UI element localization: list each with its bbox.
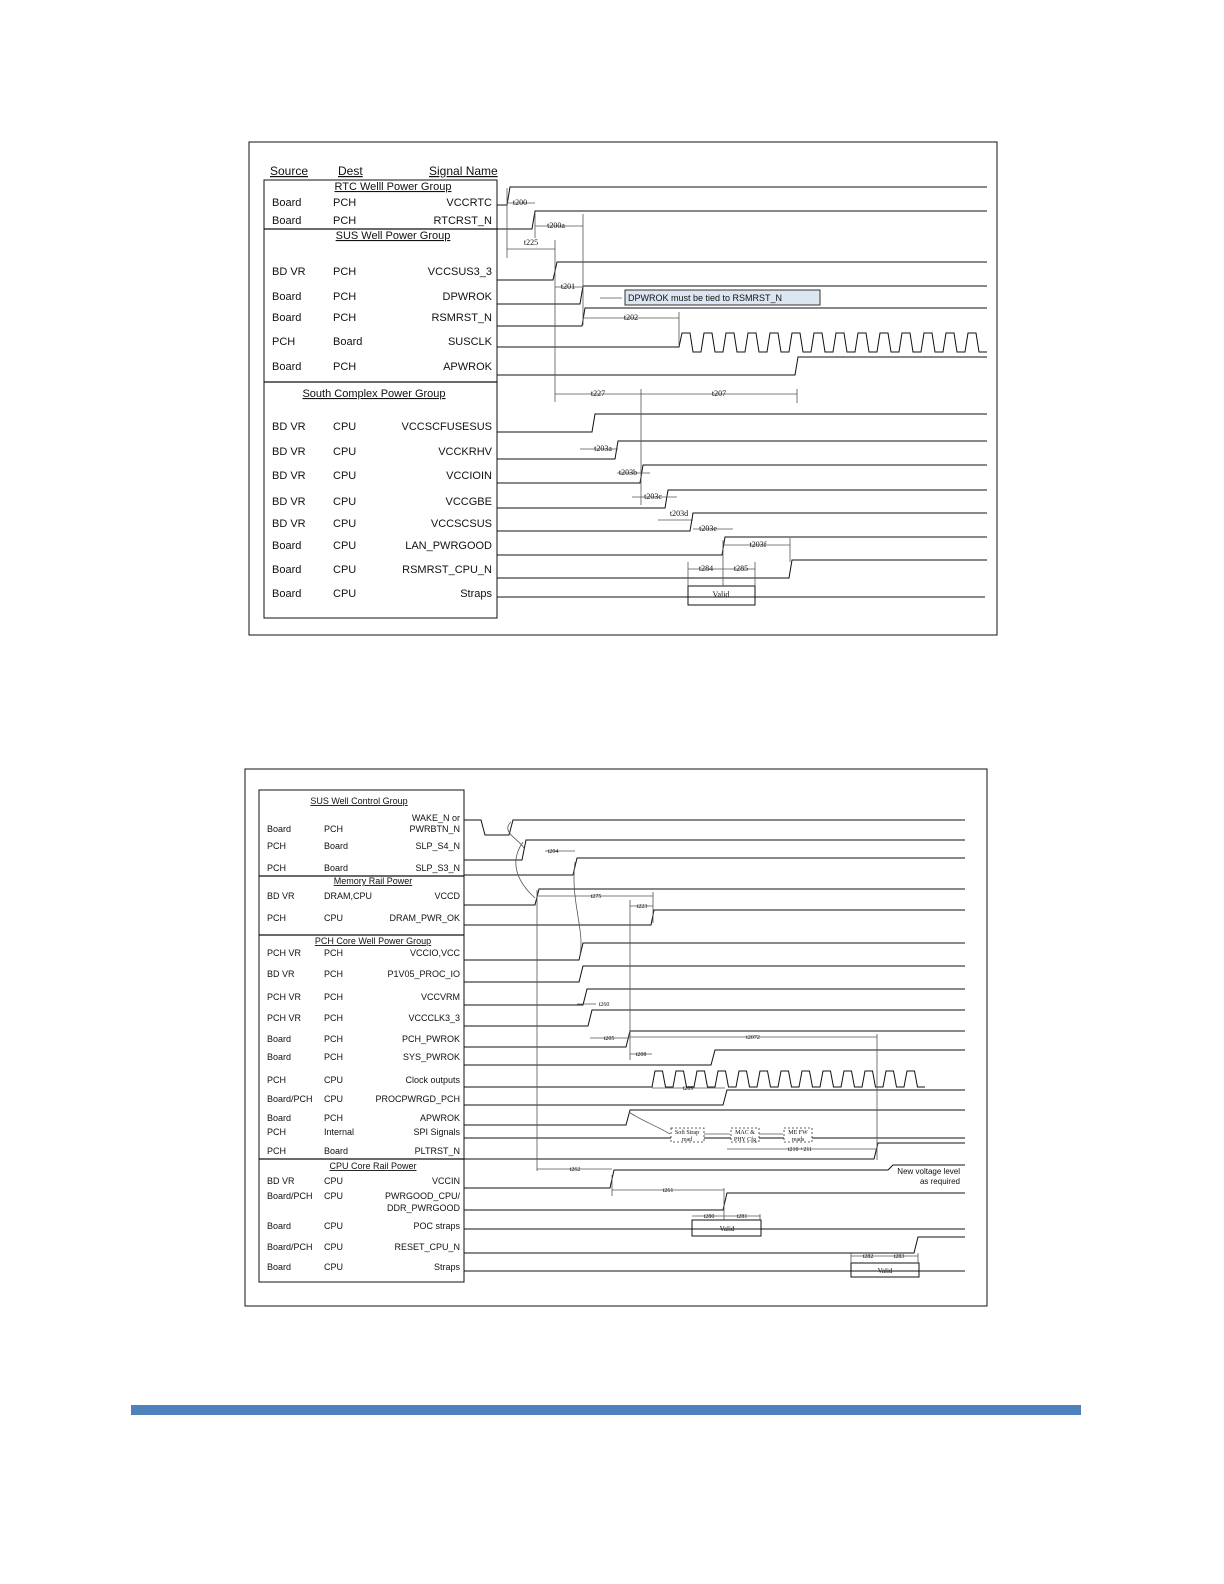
row-source: Board [267,1052,292,1062]
row-signal: PWRBTN_N [409,824,460,834]
row-signal: APWROK [419,1113,460,1123]
diagram-1-timing-markers [507,188,797,586]
annotation-voltage-line2: as required [919,1177,960,1186]
timing-t283: t283 [893,1254,905,1260]
row-dest: CPU [324,1262,344,1272]
row-signal: VCCSCFUSESUS [401,421,492,433]
wave-vccgbe [497,490,987,508]
group-pch-core-well: PCH Core Well Power Group [314,936,432,946]
row-dest: PCH [324,824,344,834]
row-signal: Straps [460,588,492,600]
row-signal: RSMRST_N [431,312,492,324]
box-reads: reads [791,1137,805,1143]
wave-pch-pwrok [464,1031,965,1047]
row-source: Board [272,291,302,303]
row-dest: CPU [333,588,357,600]
wave-vccin [464,1165,965,1188]
timing-t207: t207 [711,389,727,398]
row-source: Board/PCH [267,1094,313,1104]
wave-dram-pwr-ok [464,910,965,925]
wave-apwrok [464,1110,965,1125]
row-signal: SUSCLK [447,336,492,348]
row-dest: PCH [333,291,357,303]
row-source: Board [272,361,302,373]
timing-t262: t262 [569,1167,581,1173]
header-source: Source [270,164,309,178]
group-sus-well: SUS Well Power Group [335,230,451,242]
dpwrok-note: DPWROK must be tied to RSMRST_N [628,293,783,303]
wave-vccd [464,889,965,905]
row-source: BD VR [267,969,295,979]
timing-t201: t201 [560,282,576,291]
wave-vccclk3-3 [464,1010,965,1026]
row-dest: CPU [333,540,357,552]
row-signal: VCCGBE [445,496,492,508]
timing-t260: t260 [598,1002,610,1008]
row-source: PCH [267,1127,287,1137]
row-dest: PCH [324,969,344,979]
timing-t200a: t200a [547,221,565,230]
row-dest: PCH [333,312,357,324]
row-dest: PCH [324,1034,344,1044]
row-source: BD VR [272,496,306,508]
timing-t284: t284 [698,564,714,573]
timing-t203e: t203e [699,524,717,533]
box-read: read [681,1137,693,1143]
wave-pwrgood-cpu [464,1193,965,1210]
row-source: Board [267,1034,292,1044]
row-source: PCH VR [267,1013,302,1023]
row-source: Board [267,1221,292,1231]
row-dest: CPU [333,496,357,508]
row-signal: VCCSCSUS [430,518,492,530]
wave-p1v05-proc-io [464,966,965,982]
row-source: PCH [267,841,287,851]
wave-vccrtc [497,187,987,205]
straps-valid-label: Valid [712,590,730,599]
row-signal: RESET_CPU_N [394,1242,460,1252]
wave-lan-pwrgood [497,537,987,555]
wave-sys-pwrok [464,1050,965,1065]
row-signal: DPWROK [442,291,492,303]
row-dest: PCH [333,361,357,373]
row-source: PCH VR [267,992,302,1002]
timing-t227: t227 [590,389,606,398]
row-signal: Clock outputs [405,1075,460,1085]
row-source: Board [272,215,302,227]
row-source: BD VR [272,518,306,530]
row-dest: CPU [333,446,357,458]
row-signal: VCCIO,VCC [409,948,460,958]
timing-t208: t208 [635,1052,647,1058]
row-source: PCH [267,863,287,873]
wave-vccvrm [464,989,965,1005]
straps2-valid-label: Valid [877,1267,893,1275]
row-dest: CPU [333,518,357,530]
group-cpu-core-rail: CPU Core Rail Power [329,1161,417,1171]
row-signal: APWROK [443,361,492,373]
row-source: PCH [272,336,296,348]
diagram-2-frame [245,769,987,1306]
row-signal: Straps [433,1262,460,1272]
row-source: Board [272,564,302,576]
box-phy-cfg: PHY Cfg [733,1137,757,1143]
timing-t275: t275 [590,894,602,900]
row-source: Board [272,197,302,209]
row-source: PCH [267,1146,287,1156]
group-south-complex: South Complex Power Group [302,388,446,400]
row-signal: RTCRST_N [433,215,492,227]
row-source: BD VR [272,266,306,278]
row-dest: CPU [324,1191,344,1201]
row-signal: P1V05_PROC_IO [387,969,460,979]
row-dest: CPU [324,1075,344,1085]
wave-vccscsus [497,513,987,531]
row-dest: CPU [324,1221,344,1231]
row-dest: PCH [324,1113,344,1123]
box-soft-strap: Soft Strap [674,1130,700,1136]
row-source: Board [272,540,302,552]
timing-t203a: t203a [594,444,612,453]
wave-pltrst-n [464,1143,965,1159]
timing-t205: t205 [603,1036,615,1042]
row-dest: Board [324,1146,349,1156]
row-dest: CPU [324,913,344,923]
group-memory-rail: Memory Rail Power [333,876,413,886]
timing-t204: t204 [547,849,559,855]
timing-t203d: t203d [669,509,689,518]
wave-reset-cpu-n [464,1237,965,1253]
diagram-2-timing-markers [537,849,918,1263]
row-dest: PCH [324,948,344,958]
row-dest: PCH [324,1013,344,1023]
wave-vccscfusesus [497,414,987,432]
row-dest: PCH [324,1052,344,1062]
wave-vccioin [497,465,987,483]
timing-t210-211: t210 +211 [787,1147,813,1153]
group-rtc-well: RTC Welll Power Group [334,181,452,193]
timing-t203c: t203c [644,492,662,501]
header-dest: Dest [338,164,363,178]
row-dest: Internal [324,1127,355,1137]
row-signal: SYS_PWROK [402,1052,460,1062]
wave-pwrbtn-n [464,820,965,835]
timing-t223: t223 [636,904,648,910]
annotation-voltage-line1: New voltage level [897,1167,960,1176]
box-me-fw: ME FW [788,1130,808,1136]
row-source: Board [267,1113,292,1123]
diagram-1-waveforms [497,187,987,605]
row-dest: CPU [324,1176,344,1186]
timing-t202: t202 [623,313,639,322]
row-dest: Board [324,863,349,873]
row-source: BD VR [267,1176,295,1186]
row-signal: VCCIOIN [446,470,492,482]
wave-vcckrhv [497,441,987,459]
footer-bar [131,1405,1081,1415]
row-source: PCH VR [267,948,302,958]
row-source: Board [267,1262,292,1272]
row-dest: PCH [333,215,357,227]
row-dest: CPU [324,1242,344,1252]
row-source: PCH [267,913,287,923]
row-signal: WAKE_N or [411,813,460,823]
wave-slp-s4-n [464,840,965,860]
row-dest: PCH [333,197,357,209]
row-dest: Board [324,841,349,851]
wave-procpwrgd-pch [464,1090,965,1105]
row-source: BD VR [272,470,306,482]
wave-apwrok [497,357,987,375]
row-dest: PCH [333,266,357,278]
row-signal: PCH_PWROK [401,1034,460,1044]
wave-susclk [497,333,987,352]
row-signal: SPI Signals [413,1127,460,1137]
row-dest: CPU [333,564,357,576]
poc-valid-label: Valid [719,1225,735,1233]
row-dest: CPU [333,470,357,482]
row-source: Board [267,824,292,834]
row-signal: PROCPWRGD_PCH [375,1094,460,1104]
row-signal: VCCSUS3_3 [427,266,492,278]
row-signal: LAN_PWRGOOD [405,540,492,552]
wave-vccio-vcc [464,943,965,960]
timing-t225: t225 [523,238,539,247]
row-signal: VCCVRM [420,992,460,1002]
row-dest: CPU [333,421,357,433]
timing-t203f: t203f [749,540,767,549]
row-signal: SLP_S4_N [415,841,460,851]
row-signal: PLTRST_N [414,1146,460,1156]
timing-t2072: t2072 [746,1035,760,1041]
diagram-2-waveforms [464,820,965,1277]
row-dest: CPU [324,1094,344,1104]
wave-slp-s3-n [464,858,965,875]
row-signal: VCCD [434,891,460,901]
row-signal: DRAM_PWR_OK [389,913,460,923]
row-dest: DRAM,CPU [324,891,373,901]
diagram-1 [249,142,997,635]
wave-vccsus3-3 [497,262,987,280]
timing-t285: t285 [733,564,749,573]
timing-t209: t209 [682,1086,694,1092]
row-source: BD VR [267,891,295,901]
timing-t200: t200 [512,198,528,207]
row-source: BD VR [272,446,306,458]
header-signal-name: Signal Name [429,164,498,178]
timing-t261: t261 [662,1188,674,1194]
row-signal: VCCCLK3_3 [408,1013,460,1023]
row-source: PCH [267,1075,287,1085]
row-source: Board/PCH [267,1242,313,1252]
row-signal: RSMRST_CPU_N [402,564,492,576]
spi-boxes [671,1128,812,1143]
row-source: BD VR [272,421,306,433]
row-signal: DDR_PWRGOOD [386,1203,460,1213]
wave-rsmrst-n [497,308,987,326]
row-source: Board [272,588,302,600]
row-signal: POC straps [413,1221,460,1231]
row-signal: SLP_S3_N [415,863,460,873]
row-dest: PCH [324,992,344,1002]
wave-clock-outputs [464,1071,925,1087]
timing-t280: t280 [703,1214,715,1220]
row-signal: VCCRTC [446,197,492,209]
timing-t281: t281 [736,1214,748,1220]
diagram-2 [245,769,987,1306]
row-source: Board [272,312,302,324]
timing-t282: t282 [862,1254,874,1260]
row-source: Board/PCH [267,1191,313,1201]
row-signal: PWRGOOD_CPU/ [384,1191,460,1201]
group-sus-well-control: SUS Well Control Group [310,796,408,806]
timing-t203b: t203b [618,468,638,477]
box-mac: MAC & [735,1130,755,1136]
row-dest: Board [333,336,363,348]
row-signal: VCCKRHV [438,446,492,458]
row-signal: VCCIN [431,1176,460,1186]
